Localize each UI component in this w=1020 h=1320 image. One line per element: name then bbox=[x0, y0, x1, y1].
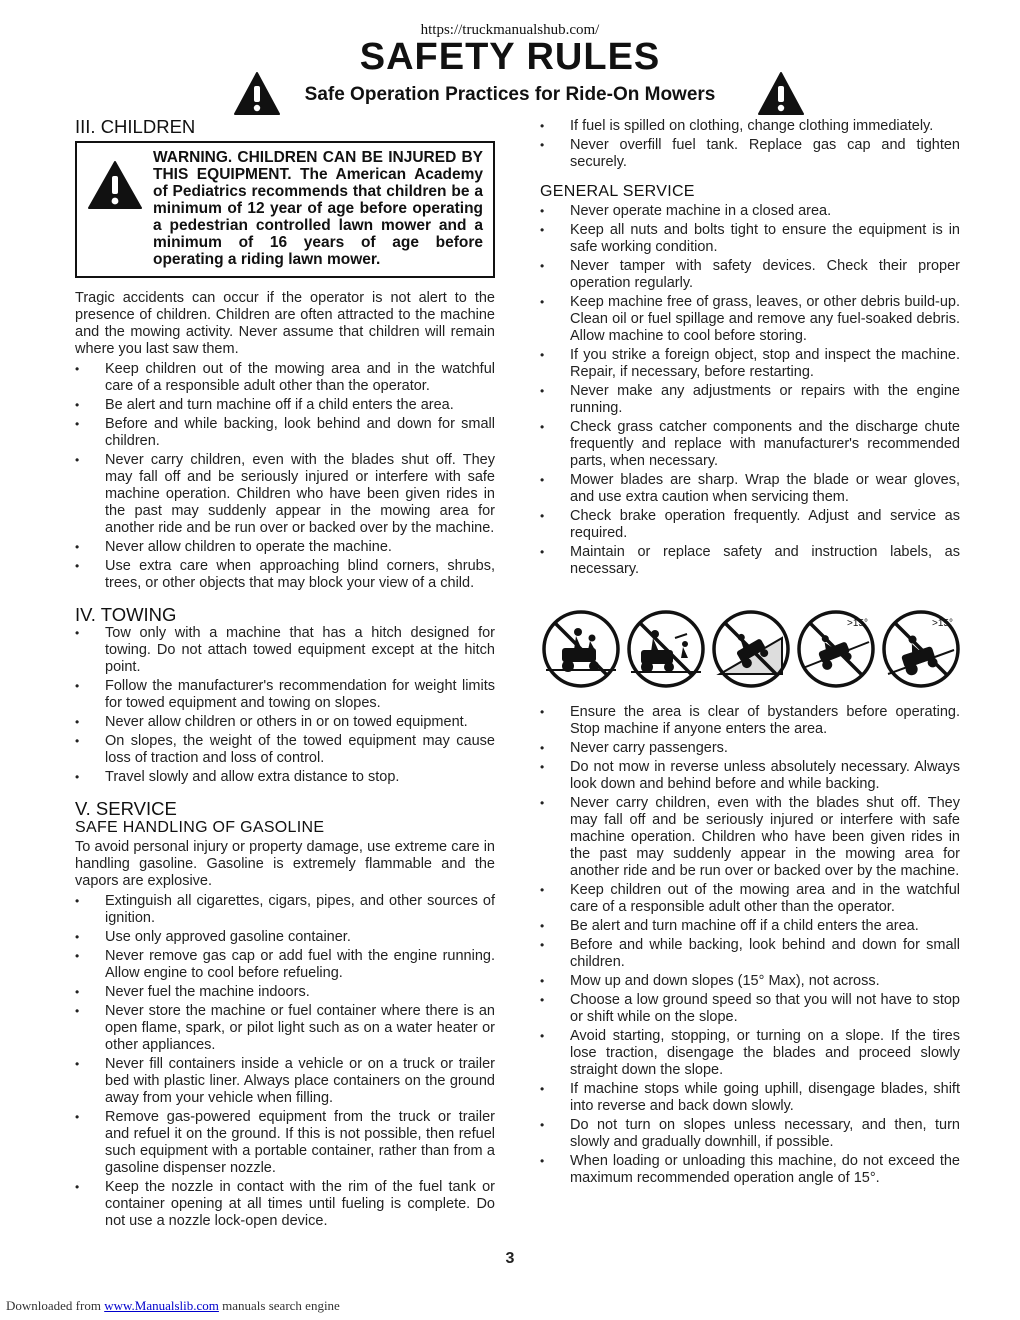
list-item: • Use extra care when approaching blind corners, shrubs, trees, or other objects that may block your view of a child. bbox=[75, 558, 495, 592]
list-item: • On slopes, the weight of the towed equipment may cause loss of traction and loss of control. bbox=[75, 733, 495, 767]
list-item: • Avoid starting, stopping, or turning on a slope. If the tires lose traction, disengage the blades and proceed slowly straight down the slope. bbox=[540, 1028, 960, 1079]
page-title: SAFETY RULES bbox=[359, 36, 661, 78]
list-item: • If machine stops while going uphill, disengage blades, shift into reverse and back down slowly. bbox=[540, 1081, 960, 1115]
list-item: • Keep the nozzle in contact with the rim of the fuel tank or container opening at all times until fueling is complete. Do not use a nozzle lock-open device. bbox=[75, 1179, 495, 1230]
list-item: • Choose a low ground speed so that you will not have to stop or shift while on the slope. bbox=[540, 992, 960, 1026]
section-heading-service: V. SERVICE bbox=[75, 798, 177, 819]
list-item: • Never remove gas cap or add fuel with the engine running. Allow engine to cool before refueling. bbox=[75, 948, 495, 982]
list-item: • Before and while backing, look behind and down for small children. bbox=[540, 937, 960, 971]
no-children-prohibition-icon bbox=[625, 608, 707, 690]
list-item: • Do not turn on slopes unless necessary, and then, turn slowly and gradually downhill, if possible. bbox=[540, 1117, 960, 1151]
list-item: • Mower blades are sharp. Wrap the blade or wear gloves, and use extra caution when servicing them. bbox=[540, 472, 960, 506]
footer-prefix: Downloaded from bbox=[6, 1298, 101, 1313]
right-column bbox=[540, 118, 960, 1189]
list-item: • Keep all nuts and bolts tight to ensure the equipment is in safe working condition. bbox=[540, 222, 960, 256]
list-item: • Use only approved gasoline container. bbox=[75, 929, 495, 946]
list-item: • Never operate machine in a closed area. bbox=[540, 203, 960, 220]
list-item: • Ensure the area is clear of bystanders before operating. Stop machine if anyone enters the area. bbox=[540, 704, 960, 738]
list-item: • Extinguish all cigarettes, cigars, pipes, and other sources of ignition. bbox=[75, 893, 495, 927]
list-item: • When loading or unloading this machine, do not exceed the maximum recommended operation angle of 15°. bbox=[540, 1153, 960, 1187]
children-list bbox=[75, 361, 495, 592]
subheading-gasoline: SAFE HANDLING OF GASOLINE bbox=[75, 819, 325, 836]
no-slope-across-prohibition-icon bbox=[795, 608, 877, 690]
no-passengers-prohibition-icon bbox=[540, 608, 622, 690]
list-item: • Mow up and down slopes (15° Max), not across. bbox=[540, 973, 960, 990]
slope-angle-label: >15° bbox=[932, 618, 953, 629]
footer-suffix: manuals search engine bbox=[222, 1298, 340, 1313]
general-service-list bbox=[540, 203, 960, 578]
list-item: • Do not mow in reverse unless absolutely necessary. Always look down and behind before and while backing. bbox=[540, 759, 960, 793]
list-item: • Check grass catcher components and the discharge chute frequently and replace with manufacturer's recommended parts, when necessary. bbox=[540, 419, 960, 470]
list-item: • Keep machine free of grass, leaves, or other debris build-up. Clean oil or fuel spillage and remove any fuel-soaked debris. Allow machine to cool before storing. bbox=[540, 294, 960, 345]
list-item: • Never carry children, even with the blades shut off. They may fall off and be seriously injured or interfere with safe machine operation. Children who have been given rides in the past may suddenly appear in the mowing area for another ride and be run over or backed over by the machine. bbox=[75, 452, 495, 537]
no-turning-on-slope-prohibition-icon bbox=[880, 608, 962, 690]
list-item: • Follow the manufacturer's recommendation for weight limits for towed equipment and towing on slopes. bbox=[75, 678, 495, 712]
list-item: • Tow only with a machine that has a hitch designed for towing. Do not attach towed equipment except at the hitch point. bbox=[75, 625, 495, 676]
manualslib-link[interactable]: www.Manualslib.com bbox=[104, 1298, 219, 1313]
download-footer bbox=[6, 1298, 340, 1314]
children-warning-text: WARNING. CHILDREN CAN BE INJURED BY THIS EQUIPMENT. The American Academy of Pediatrics recommends that children be a minimum of 12 year of age before operating a pedestrian controlled lawn mower and a minimum of 16 years of age before operating a riding lawn mower. bbox=[153, 149, 483, 268]
list-item: • Never fill containers inside a vehicle or on a truck or trailer bed with plastic liner. Always place containers on the ground away from your vehicle when filling. bbox=[75, 1056, 495, 1107]
slope-angle-label: >15° bbox=[847, 618, 868, 629]
list-item: • Never allow children or others in or on towed equipment. bbox=[75, 714, 495, 731]
source-url: https://truckmanualshub.com/ bbox=[420, 22, 600, 38]
list-item: • If fuel is spilled on clothing, change clothing immediately. bbox=[540, 118, 960, 135]
list-item: • Never carry children, even with the blades shut off. They may fall off and be seriously injured or interfere with safe machine operation. Children who have been given rides in the past may suddenly appear in the mowing area for another ride and be run over or backed over by the machine. bbox=[540, 795, 960, 880]
list-item: • Never store the machine or fuel container where there is an open flame, spark, or pilot light such as on a water heater or other appliances. bbox=[75, 1003, 495, 1054]
children-intro: Tragic accidents can occur if the operator is not alert to the presence of children. Children are often attracted to the machine and the mowing activity. Never assume that children will remain where you last saw them. bbox=[75, 290, 495, 357]
children-warning-box bbox=[75, 141, 495, 278]
left-column bbox=[75, 118, 495, 1232]
list-item: • Check brake operation frequently. Adjust and service as required. bbox=[540, 508, 960, 542]
section-heading-children: III. CHILDREN bbox=[75, 116, 196, 137]
list-item: • Before and while backing, look behind and down for small children. bbox=[75, 416, 495, 450]
warning-triangle-icon bbox=[87, 159, 143, 211]
gasoline-list bbox=[75, 893, 495, 1230]
list-item: • Keep children out of the mowing area and in the watchful care of a responsible adult other than the operator. bbox=[540, 882, 960, 916]
list-item: • If you strike a foreign object, stop and inspect the machine. Repair, if necessary, before restarting. bbox=[540, 347, 960, 381]
list-item: • Never carry passengers. bbox=[540, 740, 960, 757]
subheading-general-service: GENERAL SERVICE bbox=[540, 183, 695, 200]
no-steep-ramp-prohibition-icon bbox=[710, 608, 792, 690]
list-item: • Never tamper with safety devices. Check their proper operation regularly. bbox=[540, 258, 960, 292]
list-item: • Maintain or replace safety and instruction labels, as necessary. bbox=[540, 544, 960, 578]
list-item: • Never allow children to operate the machine. bbox=[75, 539, 495, 556]
list-item: • Be alert and turn machine off if a child enters the area. bbox=[540, 918, 960, 935]
list-item: • Never make any adjustments or repairs with the engine running. bbox=[540, 383, 960, 417]
operation-list bbox=[540, 704, 960, 1187]
list-item: • Never fuel the machine indoors. bbox=[75, 984, 495, 1001]
list-item: • Travel slowly and allow extra distance to stop. bbox=[75, 769, 495, 786]
list-item: • Be alert and turn machine off if a child enters the area. bbox=[75, 397, 495, 414]
towing-list bbox=[75, 625, 495, 786]
page-number: 3 bbox=[505, 1250, 515, 1267]
list-item: • Keep children out of the mowing area and in the watchful care of a responsible adult other than the operator. bbox=[75, 361, 495, 395]
list-item: • Never overfill fuel tank. Replace gas cap and tighten securely. bbox=[540, 137, 960, 171]
list-item: • Remove gas-powered equipment from the truck or trailer and refuel it on the ground. If this is not possible, then refuel such equipment with a portable container, rather than from a gasoline dispenser nozzle. bbox=[75, 1109, 495, 1177]
section-heading-towing: IV. TOWING bbox=[75, 604, 177, 625]
gasoline-intro: To avoid personal injury or property damage, use extreme care in handling gasoline. Gasoline is extremely flammable and the vapors are explosive. bbox=[75, 839, 495, 889]
safety-pictograms bbox=[540, 608, 962, 690]
fuel-list bbox=[540, 118, 960, 171]
page-subtitle: Safe Operation Practices for Ride-On Mowers bbox=[304, 84, 716, 105]
